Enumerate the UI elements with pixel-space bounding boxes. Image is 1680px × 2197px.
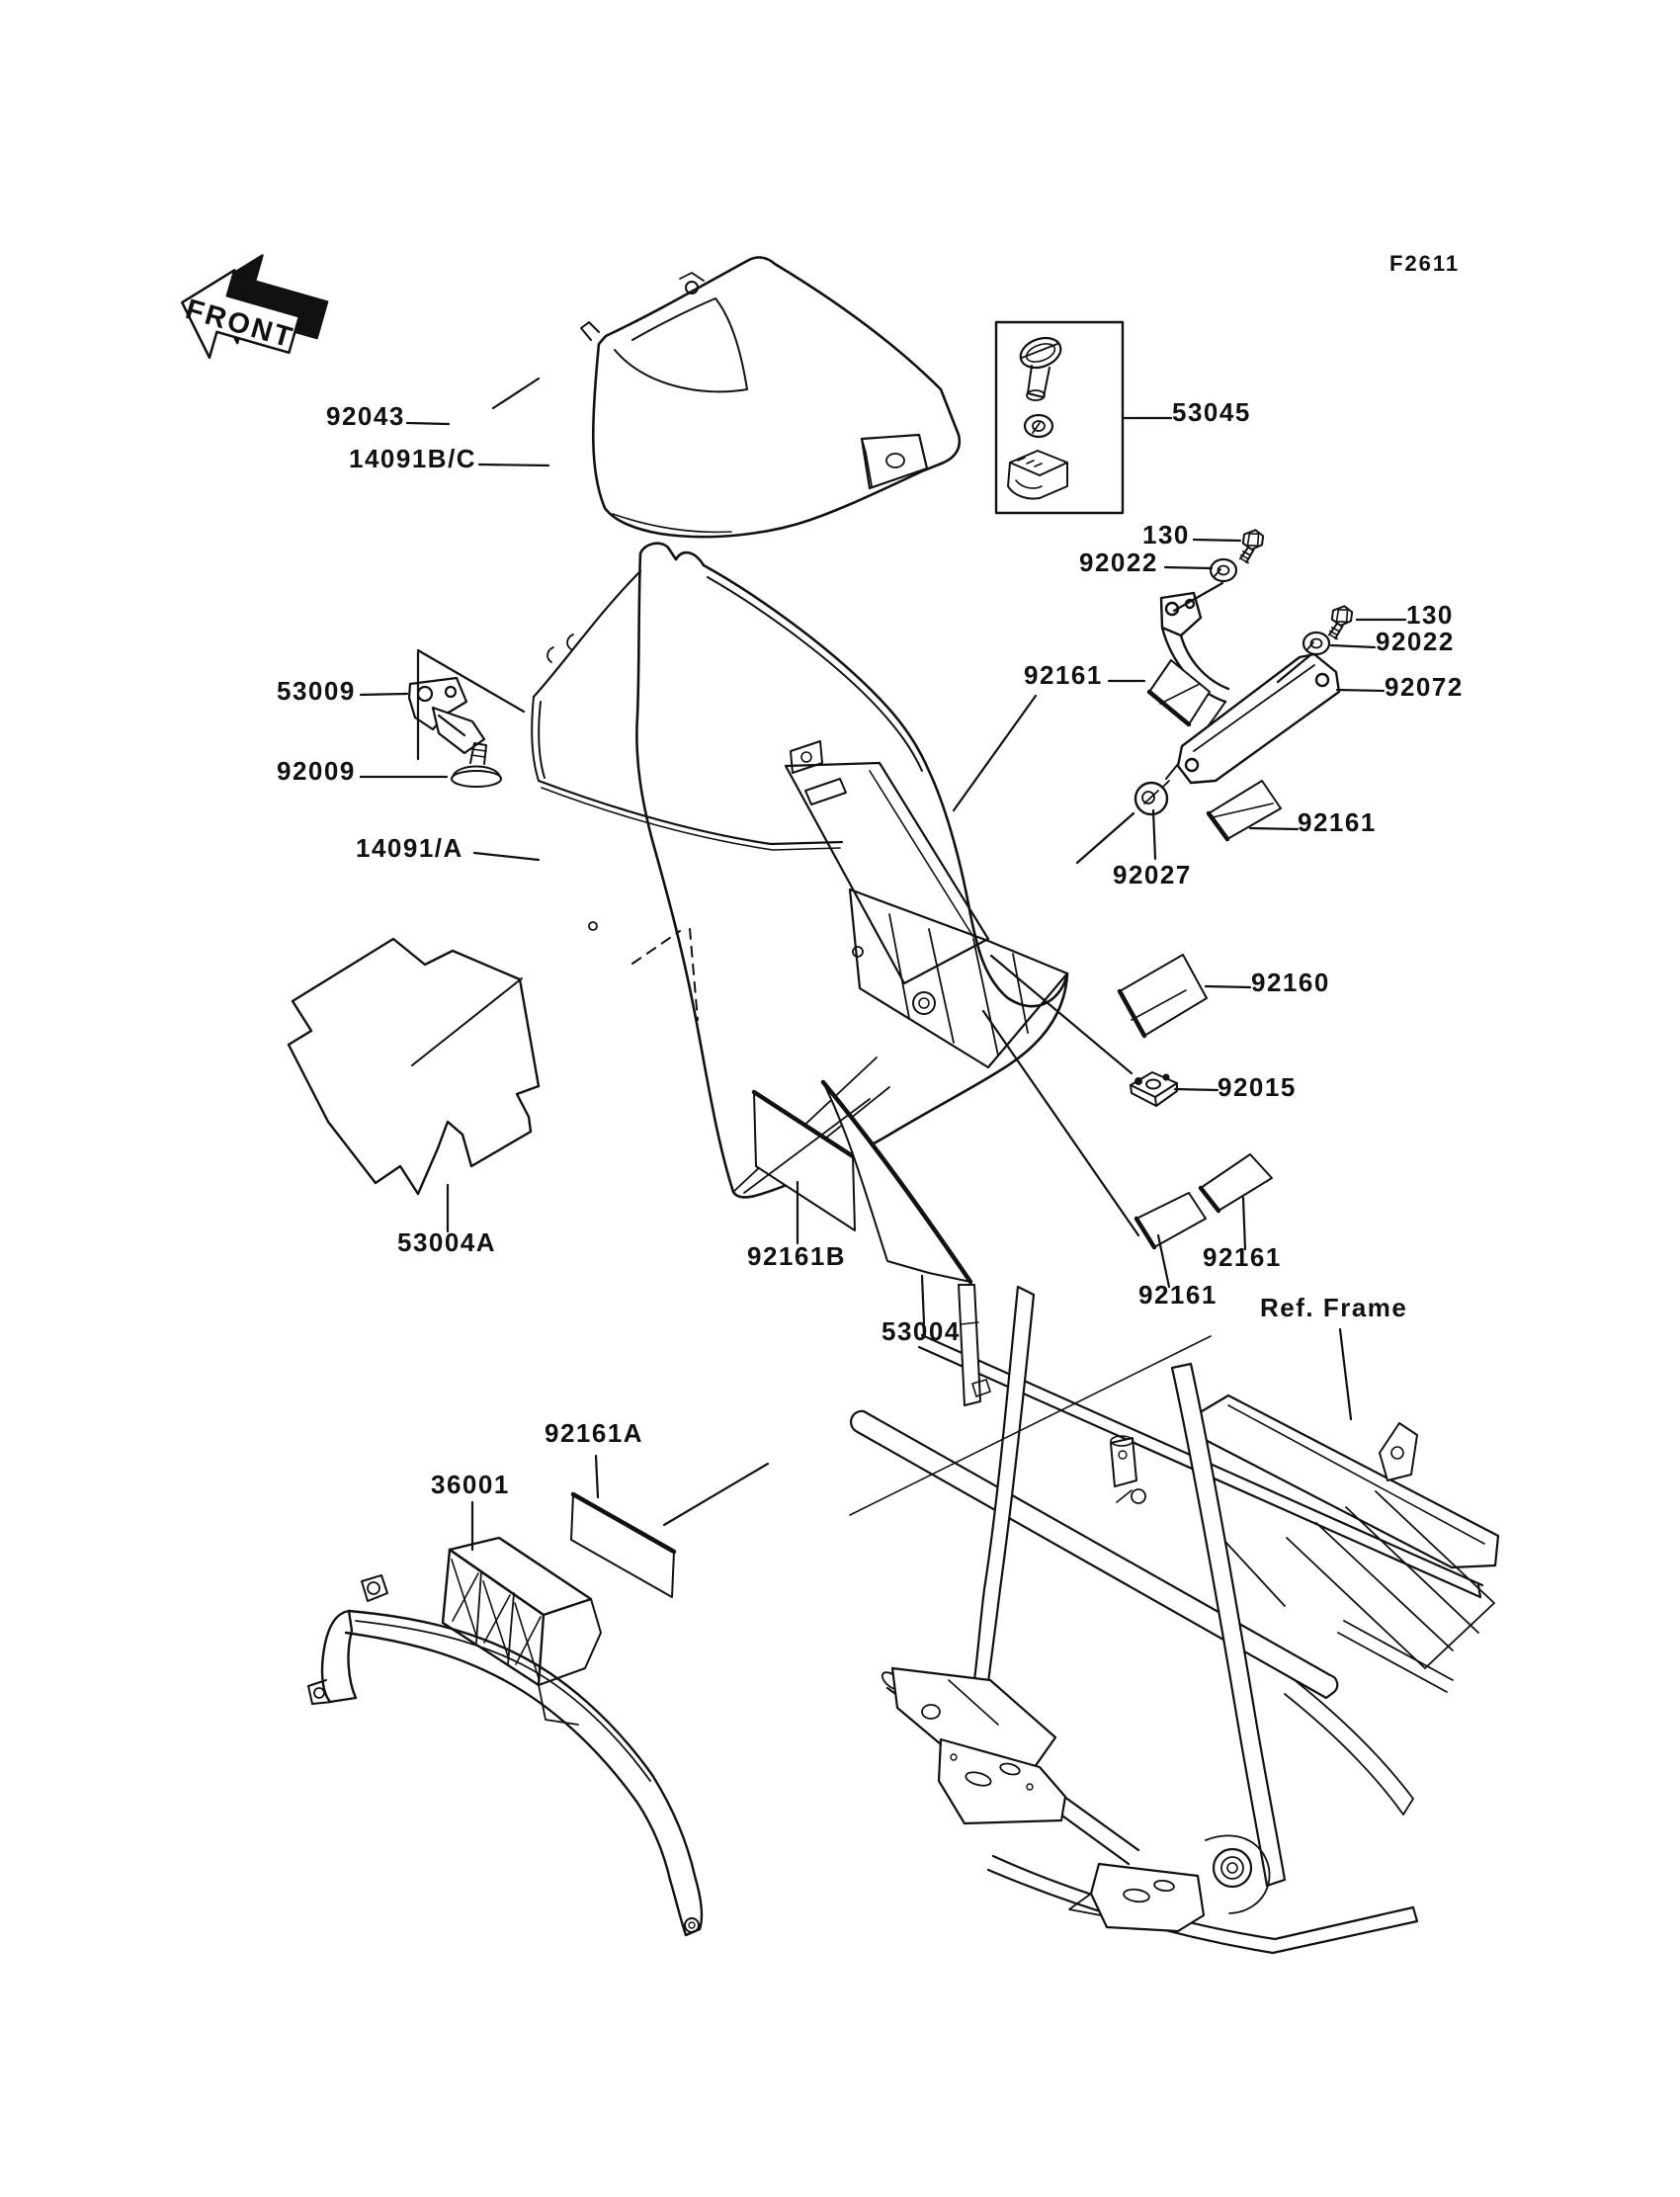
part-label-92161: 92161 [1138,1280,1218,1310]
part-label-92027: 92027 [1113,860,1192,889]
part-label-92043: 92043 [326,401,405,431]
part-label-53004A: 53004A [397,1227,497,1257]
figure-code: F2611 [1389,251,1461,276]
part-label-92161: 92161 [1024,660,1103,690]
part-label-92022: 92022 [1079,548,1158,577]
part-label-36001: 36001 [431,1470,510,1499]
part-label-53045: 53045 [1172,397,1251,427]
part-label-14091B-C: 14091B/C [349,444,477,473]
part-label-53004: 53004 [882,1316,961,1346]
part-label-92022: 92022 [1376,627,1455,656]
part-label-92161: 92161 [1298,807,1377,837]
front-arrow-text: FRONT [182,294,298,355]
part-label-92161A: 92161A [545,1418,644,1448]
part-label-130: 130 [1406,600,1454,630]
part-label-92072: 92072 [1385,672,1464,702]
part-label-130: 130 [1142,520,1190,549]
part-label-14091-A: 14091/A [356,833,463,863]
part-label-92161B: 92161B [747,1241,847,1271]
part-label-Ref-Frame: Ref. Frame [1260,1293,1408,1322]
part-label-92015: 92015 [1218,1072,1297,1102]
part-label-92160: 92160 [1251,968,1330,997]
part-label-53009: 53009 [277,676,356,706]
part-label-92009: 92009 [277,756,356,786]
part-label-92161: 92161 [1203,1242,1282,1272]
